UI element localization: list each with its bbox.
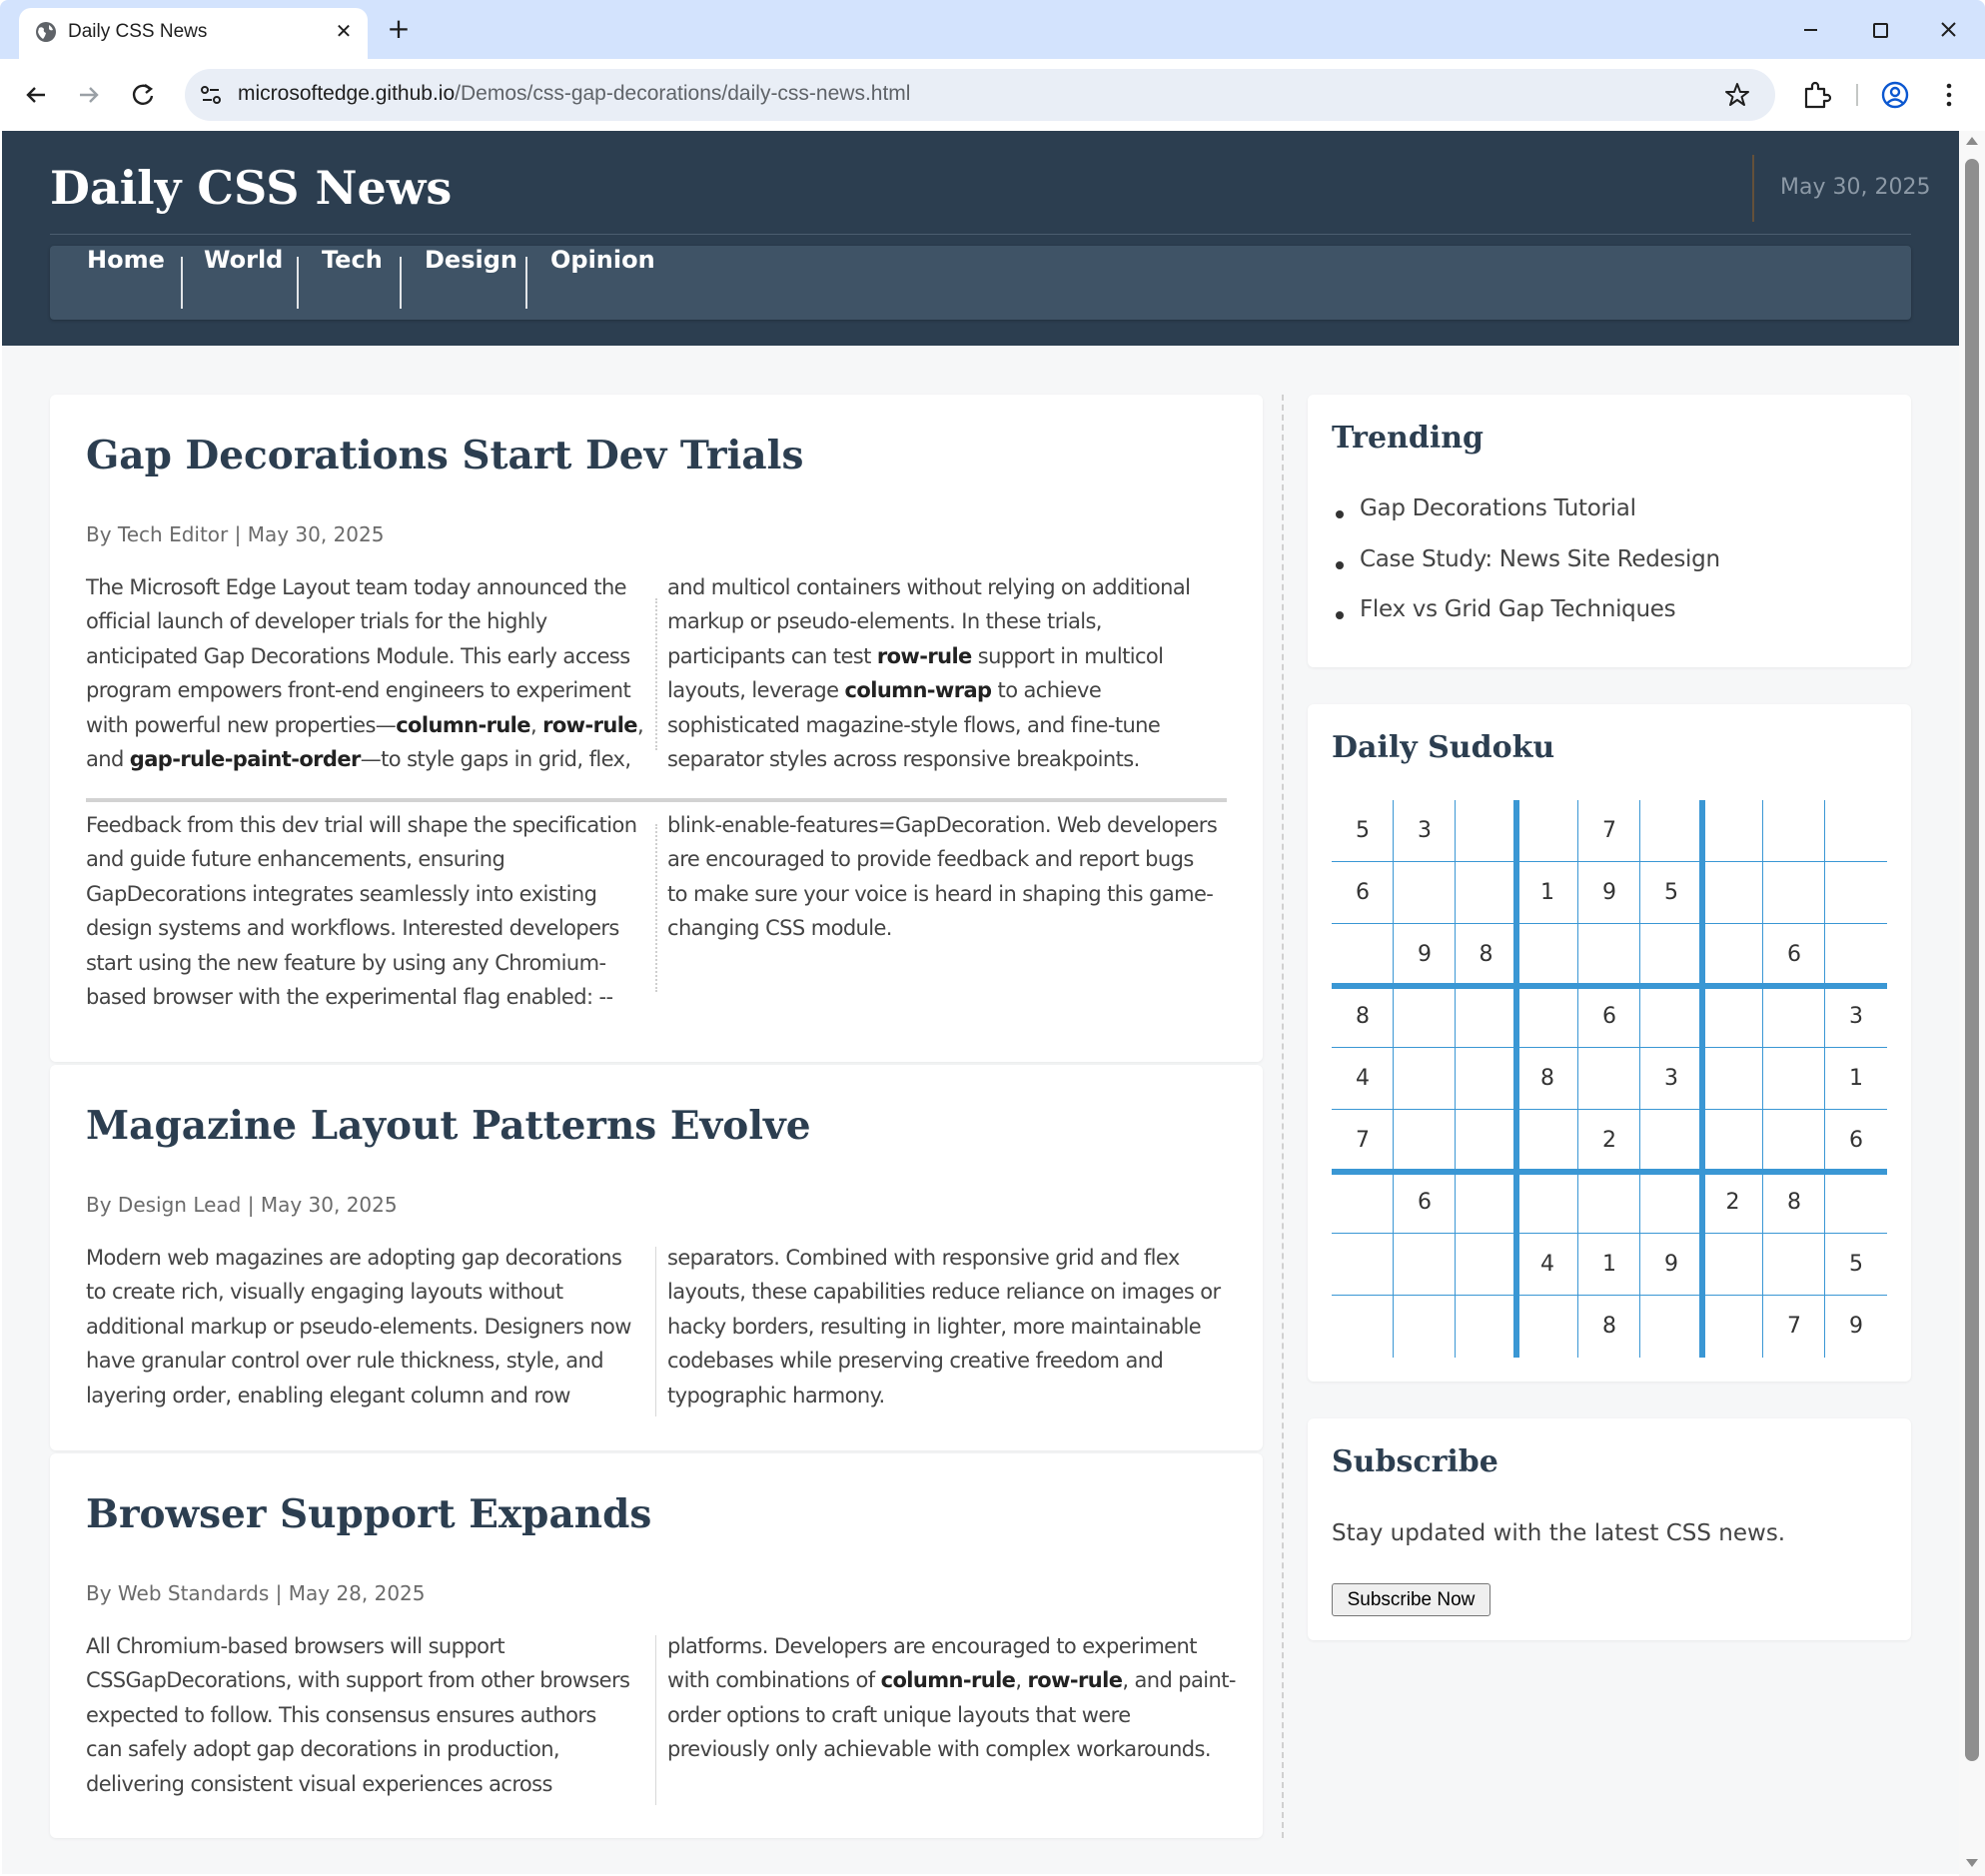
text-run: Modern web magazines are adopting gap decorations <box>86 1246 622 1270</box>
sudoku-cell[interactable] <box>1456 1296 1516 1358</box>
text-line <box>86 604 645 638</box>
text-line <box>667 570 1227 604</box>
nav-home[interactable]: Home <box>87 246 165 274</box>
sudoku-cell[interactable] <box>1516 1172 1578 1234</box>
text-run: to make sure your voice is heard in shaping this game- <box>667 881 1214 906</box>
text-run: previously only achievable with complex workarounds. <box>667 1737 1211 1762</box>
more-menu-icon[interactable] <box>1936 78 1962 112</box>
text-run: layouts, these capabilities reduce reliance on images or <box>667 1280 1221 1305</box>
sudoku-cell[interactable] <box>1332 1172 1394 1234</box>
article-title[interactable]: Magazine Layout Patterns Evolve <box>86 1103 811 1149</box>
widget-title: Daily Sudoku <box>1332 730 1555 765</box>
sudoku-cell[interactable] <box>1763 800 1825 862</box>
sudoku-cell[interactable] <box>1516 800 1578 862</box>
site-header <box>2 131 1959 346</box>
sudoku-cell[interactable] <box>1640 1296 1702 1358</box>
text-run: All Chromium-based browsers will support <box>86 1634 505 1658</box>
sudoku-cell[interactable] <box>1456 862 1516 924</box>
code-term: column-rule <box>880 1668 1016 1693</box>
sudoku-cell[interactable] <box>1702 1110 1763 1172</box>
text-run: delivering consistent visual experiences across <box>86 1771 552 1796</box>
url-path: /Demos/css-gap-decorations/daily-css-news.html <box>455 82 911 105</box>
article-column <box>86 1629 645 1801</box>
text-run: The Microsoft Edge Layout team today announced the <box>86 575 626 599</box>
article-title[interactable]: Browser Support Expands <box>86 1491 652 1537</box>
text-run: layering order, enabling elegant column and row <box>86 1383 570 1407</box>
sudoku-cell: 6 <box>1849 1128 1863 1153</box>
text-run: sophisticated magazine-style flows, and fine-tune <box>667 712 1161 737</box>
page-viewport <box>2 131 1959 1874</box>
text-run: , <box>529 712 543 737</box>
subscribe-widget <box>1308 1418 1911 1640</box>
sudoku-cell[interactable] <box>1763 1048 1825 1110</box>
column-rule <box>655 598 657 750</box>
text-run: codebases while preserving creative freedom and <box>667 1349 1164 1374</box>
sudoku-cell: 1 <box>1602 1252 1616 1277</box>
text-line <box>86 742 645 776</box>
close-window-icon[interactable] <box>1928 14 1968 46</box>
text-run: support in multicol <box>971 643 1164 668</box>
text-line <box>667 708 1227 742</box>
sudoku-cell[interactable] <box>1640 1172 1702 1234</box>
text-line <box>86 1663 645 1697</box>
text-line <box>667 1698 1227 1732</box>
text-run: expected to follow. This consensus ensures authors <box>86 1702 596 1727</box>
browser-tab[interactable] <box>19 8 368 59</box>
text-line <box>86 570 645 604</box>
text-run: to achieve <box>991 678 1102 703</box>
sudoku-cell: 6 <box>1602 1004 1616 1029</box>
sudoku-cell: 9 <box>1418 942 1432 967</box>
nav-separator <box>181 257 183 309</box>
sudoku-cell[interactable] <box>1394 862 1456 924</box>
code-term: row-rule <box>1027 1668 1123 1693</box>
subscribe-button[interactable]: Subscribe Now <box>1332 1583 1490 1616</box>
bullet <box>1336 561 1344 569</box>
sudoku-cell[interactable] <box>1640 1110 1702 1172</box>
row-rule <box>86 798 1227 802</box>
text-run: have granular control over rule thickness, style, and <box>86 1349 603 1374</box>
text-line <box>86 1767 645 1801</box>
trending-link[interactable]: Flex vs Grid Gap Techniques <box>1360 596 1676 622</box>
bookmark-star-icon[interactable] <box>1723 81 1751 109</box>
scroll-up-arrow-icon[interactable] <box>1966 137 1978 145</box>
article-column <box>667 570 1227 776</box>
text-run: hacky borders, resulting in lighter, more maintainable <box>667 1314 1202 1339</box>
nav-world[interactable]: World <box>204 246 284 274</box>
text-line <box>86 639 645 673</box>
text-run: program empowers front-end engineers to experiment <box>86 678 631 703</box>
article-byline: By Tech Editor | May 30, 2025 <box>86 522 385 546</box>
text-run: additional markup or pseudo-elements. Designers now <box>86 1314 631 1339</box>
article-column <box>86 1241 645 1412</box>
sudoku-cell: 8 <box>1356 1004 1370 1029</box>
sudoku-cell[interactable] <box>1640 800 1702 862</box>
article-card <box>50 395 1263 1062</box>
text-run: participants can test <box>667 643 877 668</box>
text-line <box>667 877 1227 911</box>
text-line <box>86 911 645 945</box>
maximize-icon[interactable] <box>1860 14 1900 46</box>
sudoku-cell: 9 <box>1849 1314 1863 1339</box>
sudoku-cell[interactable] <box>1332 924 1394 986</box>
sudoku-cell[interactable] <box>1702 1296 1763 1358</box>
text-run: CSSGapDecorations, with support from other browsers <box>86 1668 630 1693</box>
sudoku-cell: 6 <box>1787 942 1801 967</box>
sudoku-cell[interactable] <box>1763 862 1825 924</box>
text-line <box>667 1344 1227 1378</box>
nav-opinion[interactable]: Opinion <box>550 246 655 274</box>
scroll-down-arrow-icon[interactable] <box>1966 1859 1978 1867</box>
tab-title: Daily CSS News <box>68 21 208 42</box>
sudoku-cell[interactable] <box>1763 1234 1825 1296</box>
text-run: and multicol containers without relying on additional <box>667 575 1191 599</box>
sudoku-cell: 8 <box>1787 1190 1801 1215</box>
text-line <box>86 842 645 876</box>
sudoku-cell: 4 <box>1356 1066 1370 1091</box>
text-run: —to style gaps in grid, flex, <box>360 747 631 772</box>
column-rule <box>655 1635 656 1805</box>
trending-link[interactable]: Gap Decorations Tutorial <box>1360 495 1636 521</box>
sudoku-cell[interactable] <box>1456 1172 1516 1234</box>
text-run: changing CSS module. <box>667 916 892 941</box>
article-byline: By Design Lead | May 30, 2025 <box>86 1193 398 1217</box>
profile-icon[interactable] <box>1878 78 1912 112</box>
sudoku-cell[interactable] <box>1825 1172 1887 1234</box>
text-line <box>667 1241 1227 1275</box>
text-run: platforms. Developers are encouraged to experiment <box>667 1634 1197 1658</box>
sudoku-cell[interactable] <box>1702 1048 1763 1110</box>
text-line <box>86 946 645 980</box>
text-run: markup or pseudo-elements. In these trials, <box>667 609 1102 634</box>
nav-separator <box>297 257 299 309</box>
main-nav <box>50 246 1911 320</box>
header-date: May 30, 2025 <box>1780 175 1931 200</box>
text-line <box>86 1379 645 1412</box>
sudoku-cell: 7 <box>1356 1128 1370 1153</box>
sudoku-cell: 5 <box>1356 818 1370 843</box>
text-run: , <box>636 712 644 737</box>
sudoku-cell[interactable] <box>1394 986 1456 1048</box>
sudoku-cell: 9 <box>1664 1252 1678 1277</box>
sudoku-cell: 3 <box>1664 1066 1678 1091</box>
header-divider <box>1752 155 1754 222</box>
sudoku-cell[interactable] <box>1640 924 1702 986</box>
sudoku-cell[interactable] <box>1516 986 1578 1048</box>
text-run: blink-enable-features=GapDecoration. Web developers <box>667 813 1218 837</box>
text-line <box>667 842 1227 876</box>
text-line <box>667 673 1227 707</box>
vertical-scrollbar[interactable] <box>1959 131 1985 1876</box>
sudoku-cell[interactable] <box>1578 1048 1640 1110</box>
code-term: gap-rule-paint-order <box>129 747 361 772</box>
sudoku-cell[interactable] <box>1456 800 1516 862</box>
column-rule <box>655 824 657 992</box>
text-line <box>86 1732 645 1766</box>
sudoku-cell: 5 <box>1664 880 1678 905</box>
sudoku-cell[interactable] <box>1825 924 1887 986</box>
text-line <box>86 673 645 707</box>
sudoku-cell: 6 <box>1418 1190 1432 1215</box>
browser-toolbar <box>0 59 1985 131</box>
text-line <box>667 742 1227 776</box>
sudoku-cell[interactable] <box>1516 1296 1578 1358</box>
subscribe-text: Stay updated with the latest CSS news. <box>1332 1520 1786 1546</box>
article-column <box>86 570 645 776</box>
sudoku-cell: 2 <box>1725 1190 1740 1215</box>
sudoku-cell[interactable] <box>1763 1110 1825 1172</box>
sudoku-cell[interactable] <box>1825 862 1887 924</box>
sudoku-cell[interactable] <box>1394 1296 1456 1358</box>
text-run: design systems and workflows. Interested developers <box>86 916 619 941</box>
sudoku-cell[interactable] <box>1394 1234 1456 1296</box>
sudoku-cell: 8 <box>1479 942 1493 967</box>
sudoku-cell[interactable] <box>1456 986 1516 1048</box>
text-run: can safely adopt gap decorations in production, <box>86 1737 559 1762</box>
sudoku-cell[interactable] <box>1702 800 1763 862</box>
text-line <box>667 604 1227 638</box>
text-run: to create rich, visually engaging layouts without <box>86 1280 563 1305</box>
article-card <box>50 1453 1263 1838</box>
text-run: , and paint- <box>1122 1668 1236 1693</box>
text-run: layouts, leverage <box>667 678 845 703</box>
sudoku-cell[interactable] <box>1578 924 1640 986</box>
url-host: microsoftedge.github.io <box>238 82 456 105</box>
sudoku-cell: 7 <box>1787 1314 1801 1339</box>
text-run: anticipated Gap Decorations Module. This early access <box>86 643 630 668</box>
sudoku-cell[interactable] <box>1640 986 1702 1048</box>
text-line <box>667 1310 1227 1344</box>
text-line <box>667 639 1227 673</box>
nav-separator <box>400 257 402 309</box>
sudoku-cell[interactable] <box>1332 1234 1394 1296</box>
bullet <box>1336 611 1344 619</box>
code-term: row-rule <box>876 643 972 668</box>
text-run: with powerful new properties— <box>86 712 397 737</box>
nav-separator <box>525 257 527 309</box>
bullet <box>1336 510 1344 518</box>
text-run: GapDecorations integrates seamlessly into existing <box>86 881 597 906</box>
text-line <box>667 1663 1236 1697</box>
sudoku-cell[interactable] <box>1825 800 1887 862</box>
text-line <box>667 808 1227 842</box>
sudoku-cell[interactable] <box>1394 1048 1456 1110</box>
trending-widget <box>1308 395 1911 667</box>
text-run: official launch of developer trials for the highly <box>86 609 547 634</box>
text-run: and <box>86 747 130 772</box>
article-card <box>50 1065 1263 1450</box>
article-column <box>667 1241 1227 1412</box>
text-run: Feedback from this dev trial will shape the specification <box>86 813 637 837</box>
text-run: start using the new feature by using any Chromium- <box>86 950 606 975</box>
nav-tech[interactable]: Tech <box>322 246 383 274</box>
sudoku-grid <box>1332 800 1887 1358</box>
article-column <box>86 808 645 1014</box>
sudoku-cell: 5 <box>1849 1252 1863 1277</box>
header-rule <box>50 234 1911 235</box>
text-run: , <box>1015 1668 1028 1693</box>
article-title[interactable]: Gap Decorations Start Dev Trials <box>86 433 804 478</box>
text-line <box>86 1344 645 1378</box>
code-term: column-wrap <box>844 678 992 703</box>
article-column <box>667 1629 1236 1767</box>
text-line <box>86 1698 645 1732</box>
sudoku-cell: 3 <box>1849 1004 1863 1029</box>
sudoku-cell: 2 <box>1602 1128 1616 1153</box>
code-term: row-rule <box>542 712 637 737</box>
sudoku-cell[interactable] <box>1456 1110 1516 1172</box>
sudoku-cell[interactable] <box>1763 986 1825 1048</box>
main-sidebar-divider <box>1282 395 1284 1838</box>
reload-icon[interactable] <box>125 77 161 113</box>
code-term: column-rule <box>396 712 530 737</box>
text-line <box>667 1629 1227 1663</box>
tab-strip <box>0 0 1985 59</box>
sudoku-cell[interactable] <box>1702 862 1763 924</box>
text-line <box>667 911 1227 945</box>
sudoku-cell[interactable] <box>1332 1296 1394 1358</box>
address-bar[interactable] <box>185 69 1775 121</box>
text-line <box>86 1241 645 1275</box>
sudoku-cell[interactable] <box>1702 1234 1763 1296</box>
text-line <box>667 1379 1227 1412</box>
sudoku-cell[interactable] <box>1578 1172 1640 1234</box>
text-run: and guide future enhancements, ensuring <box>86 847 505 872</box>
browser-chrome <box>0 0 1985 131</box>
text-line <box>86 1310 645 1344</box>
text-line <box>86 1629 645 1663</box>
sudoku-cell: 1 <box>1540 880 1554 905</box>
new-tab-icon[interactable]: + <box>387 12 411 45</box>
text-line <box>86 877 645 911</box>
text-line <box>86 708 645 742</box>
sudoku-cell: 1 <box>1849 1066 1863 1091</box>
sudoku-cell[interactable] <box>1702 986 1763 1048</box>
text-run: order options to craft unique layouts that were <box>667 1702 1131 1727</box>
sudoku-cell: 8 <box>1602 1314 1616 1339</box>
site-title: Daily CSS News <box>50 161 453 215</box>
nav-design[interactable]: Design <box>425 246 517 274</box>
site-info-icon[interactable] <box>195 79 227 111</box>
article-byline: By Web Standards | May 28, 2025 <box>86 1581 426 1605</box>
text-run: separators. Combined with responsive grid and flex <box>667 1246 1180 1270</box>
sudoku-cell[interactable] <box>1456 1048 1516 1110</box>
text-line <box>86 1275 645 1309</box>
sudoku-cell[interactable] <box>1702 924 1763 986</box>
text-line <box>86 808 645 842</box>
forward-arrow-icon[interactable] <box>71 77 107 113</box>
sudoku-widget <box>1308 704 1911 1382</box>
back-arrow-icon[interactable] <box>18 77 54 113</box>
scrollbar-thumb[interactable] <box>1965 159 1979 1761</box>
column-rule <box>655 1247 656 1416</box>
sudoku-cell: 9 <box>1602 880 1616 905</box>
text-line <box>86 980 645 1014</box>
minimize-icon[interactable] <box>1790 14 1830 46</box>
sudoku-cell: 3 <box>1418 818 1432 843</box>
toolbar-separator <box>1856 84 1858 106</box>
sudoku-cell: 7 <box>1602 818 1616 843</box>
text-line <box>667 1732 1227 1766</box>
trending-link[interactable]: Case Study: News Site Redesign <box>1360 546 1720 572</box>
text-run: separator styles across responsive breakpoints. <box>667 747 1140 772</box>
extensions-icon[interactable] <box>1800 78 1834 112</box>
sudoku-cell: 6 <box>1356 880 1370 905</box>
article-column <box>667 808 1227 946</box>
text-line <box>667 1275 1227 1309</box>
sudoku-cell[interactable] <box>1394 1110 1456 1172</box>
url-text[interactable] <box>238 82 910 106</box>
close-tab-icon[interactable]: ✕ <box>335 19 353 43</box>
text-run: are encouraged to provide feedback and report bugs <box>667 847 1194 872</box>
sudoku-cell: 4 <box>1540 1252 1554 1277</box>
text-run: based browser with the experimental flag enabled: -- <box>86 985 613 1010</box>
widget-title: Subscribe <box>1332 1444 1498 1479</box>
text-run: with combinations of <box>667 1668 881 1693</box>
sudoku-cell: 8 <box>1540 1066 1554 1091</box>
globe-icon <box>34 20 58 44</box>
sudoku-cell[interactable] <box>1516 924 1578 986</box>
text-run: typographic harmony. <box>667 1383 885 1407</box>
widget-title: Trending <box>1332 421 1485 456</box>
sudoku-cell[interactable] <box>1456 1234 1516 1296</box>
sudoku-cell[interactable] <box>1516 1110 1578 1172</box>
